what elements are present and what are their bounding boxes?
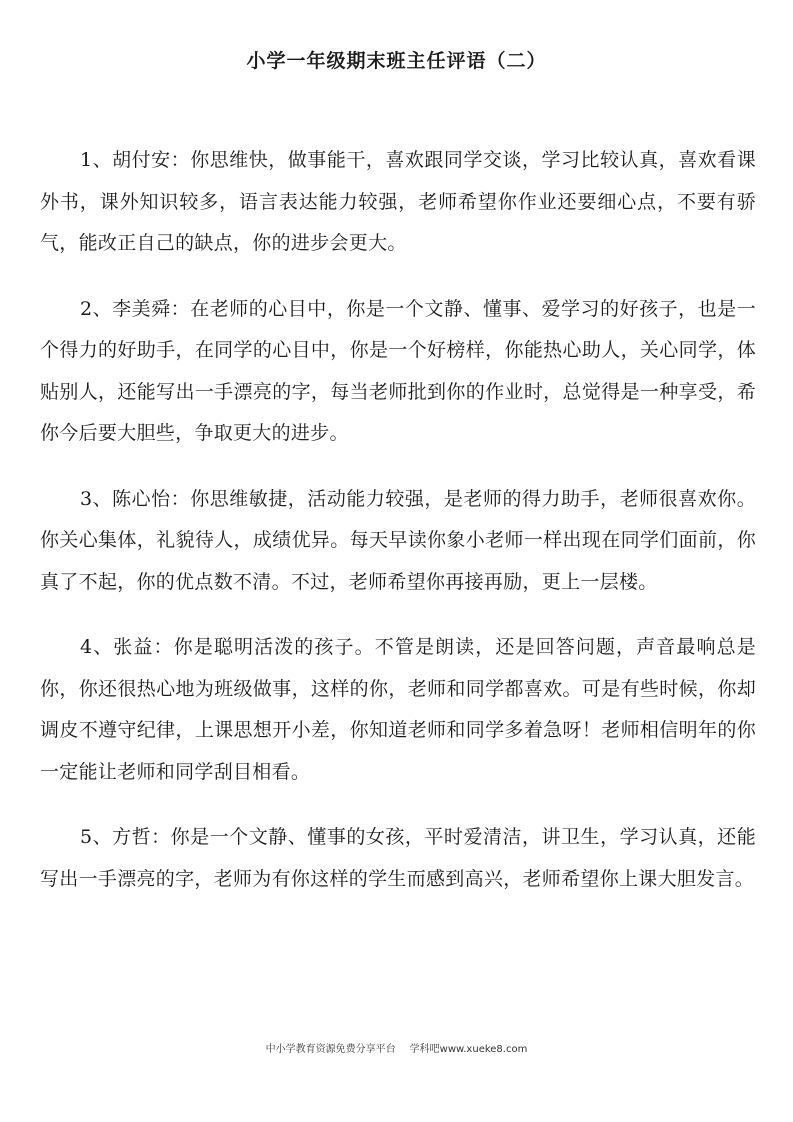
comment-paragraph-2: 2、李美舜：在老师的心目中，你是一个文静、懂事、爱学习的好孩子，也是一个得力的好助手，在同学的心目中，你是一个好榜样，你能热心助人，关心同学，体贴别人，还能写出一手漂亮的字，每当老师批到你的作业时，总觉得是一种享受，希你今后要大胆些，争取更大的进步。 [40, 297, 756, 444]
comment-paragraph-4: 4、张益：你是聪明活泼的孩子。不管是朗读，还是回答问题，声音最响总是你，你还很热心地为班级做事，这样的你，老师和同学都喜欢。可是有些时候，你却调皮不遵守纪律，上课思想开小差，你知道老师和同学多着急呀！老师相信明年的你一定能让老师和同学刮目相看。 [40, 636, 756, 783]
comment-paragraph-3: 3、陈心怡：你思维敏捷，活动能力较强，是老师的得力助手，老师很喜欢你。你关心集体，礼貌待人，成绩优异。每天早读你象小老师一样出现在同学们面前，你真了不起，你的优点数不清。不过，老师希望你再接再励，更上一层楼。 [40, 487, 756, 593]
footer-platform-text: 中小学教育资源免费分享平台 [265, 1044, 396, 1055]
comment-paragraph-5: 5、方哲：你是一个文静、懂事的女孩，平时爱清洁，讲卫生，学习认真，还能写出一手漂亮的字，老师为有你这样的学生而感到高兴，老师希望你上课大胆发言。 [40, 826, 756, 890]
comments-body [40, 140, 756, 924]
page-title: 小学一年级期末班主任评语（二） [246, 50, 547, 72]
comment-paragraph-1: 1、胡付安：你思维快，做事能干，喜欢跟同学交谈，学习比较认真，喜欢看课外书，课外知识较多，语言表达能力较强，老师希望你作业还要细心点，不要有骄气，能改正自己的缺点，你的进步会更大。 [40, 149, 756, 254]
page-footer [0, 1040, 793, 1055]
footer-site-text: 学科吧www.xueke8.com [409, 1044, 528, 1055]
